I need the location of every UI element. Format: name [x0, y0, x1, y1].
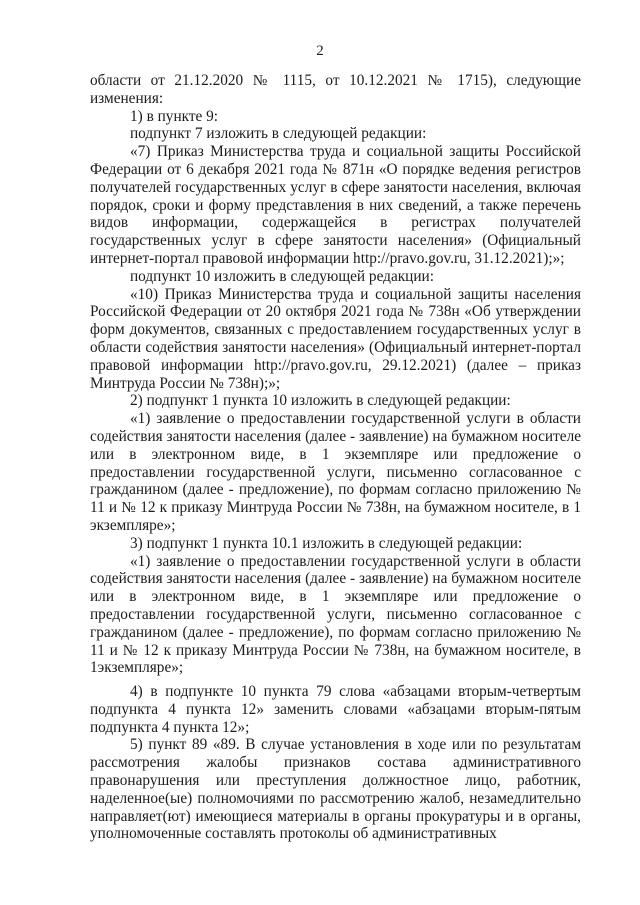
paragraph: подпункт 10 изложить в следующей редакции:: [130, 267, 434, 285]
paragraph: 4) в подпункте 10 пункта 79 слова «абзацами вторым-четвертым подпункта 4 пункта 12» заменить словами «абзацами вторым-пятым подпункта 4 пункта 12»;: [90, 683, 581, 736]
paragraph: «1) заявление о предоставлении государственной услуги в области содействия занятости населения (далее - заявление) на бумажном носителе или в электронном виде, в 1 экземпляре или предложение о предоставлении государственной услуги, письменно согласованное с гражданином (далее - предложение), по формам согласно приложению № 11 и № 12 к приказу Минтруда России № 738н, на бумажном носителе, в 1 экземпляре»;: [90, 410, 581, 534]
document-body: [90, 72, 581, 843]
page-number: 2: [316, 43, 324, 59]
paragraph: 3) подпункт 1 пункта 10.1 изложить в следующей редакции:: [130, 534, 523, 552]
paragraph: «7) Приказ Министерства труда и социальной защиты Российской Федерации от 6 декабря 2021 года № 871н «О порядке ведения регистров получателей государственных услуг в сфере занятости населения, включая порядок, сроки и форму представления в них сведений, а также перечень видов информации, содержащейся в регистрах получателей государственных услуг в сфере занятости населения» (Официальный интернет-портал правовой информации http://pravo.gov.ru, 31.12.2021);»;: [90, 143, 581, 267]
paragraph: 2) подпункт 1 пункта 10 изложить в следующей редакции:: [130, 392, 511, 410]
paragraph: 1) в пункте 9:: [130, 107, 219, 125]
paragraph: «1) заявление о предоставлении государственной услуги в области содействия занятости населения (далее - заявление) на бумажном носителе или в электронном виде, в 1 экземпляре или предложение о предоставлении государственной услуги, письменно согласованное с гражданином (далее - предложение), по формам согласно приложению № 11 и № 12 к приказу Минтруда России № 738н, на бумажном носителе, в 1экземпляре»;: [90, 552, 581, 677]
paragraph: области от 21.12.2020 № 1115, от 10.12.2021 № 1715), следующие изменения:: [90, 72, 581, 107]
paragraph: подпункт 7 изложить в следующей редакции:: [130, 125, 427, 143]
paragraph: «10) Приказ Министерства труда и социальной защиты населения Российской Федерации от 20 октября 2021 года № 738н «Об утверждении форм документов, связанных с предоставлением государственных услуг в области содействия занятости населения» (Официальный интернет-портал правовой информации http://pravo.gov.ru, 29.12.2021) (далее – приказ Минтруда России № 738н);»;: [90, 285, 581, 392]
paragraph: 5) пункт 89 «89. В случае установления в ходе или по результатам рассмотрения жалобы признаков состава административного правонарушения или преступления должностное лицо, работник, наделенное(ые) полномочиями по рассмотрению жалоб, незамедлительно направляет(ют) имеющиеся материалы в органы прокуратуры и в органы, уполномоченные составлять протоколы об административных: [90, 736, 581, 843]
